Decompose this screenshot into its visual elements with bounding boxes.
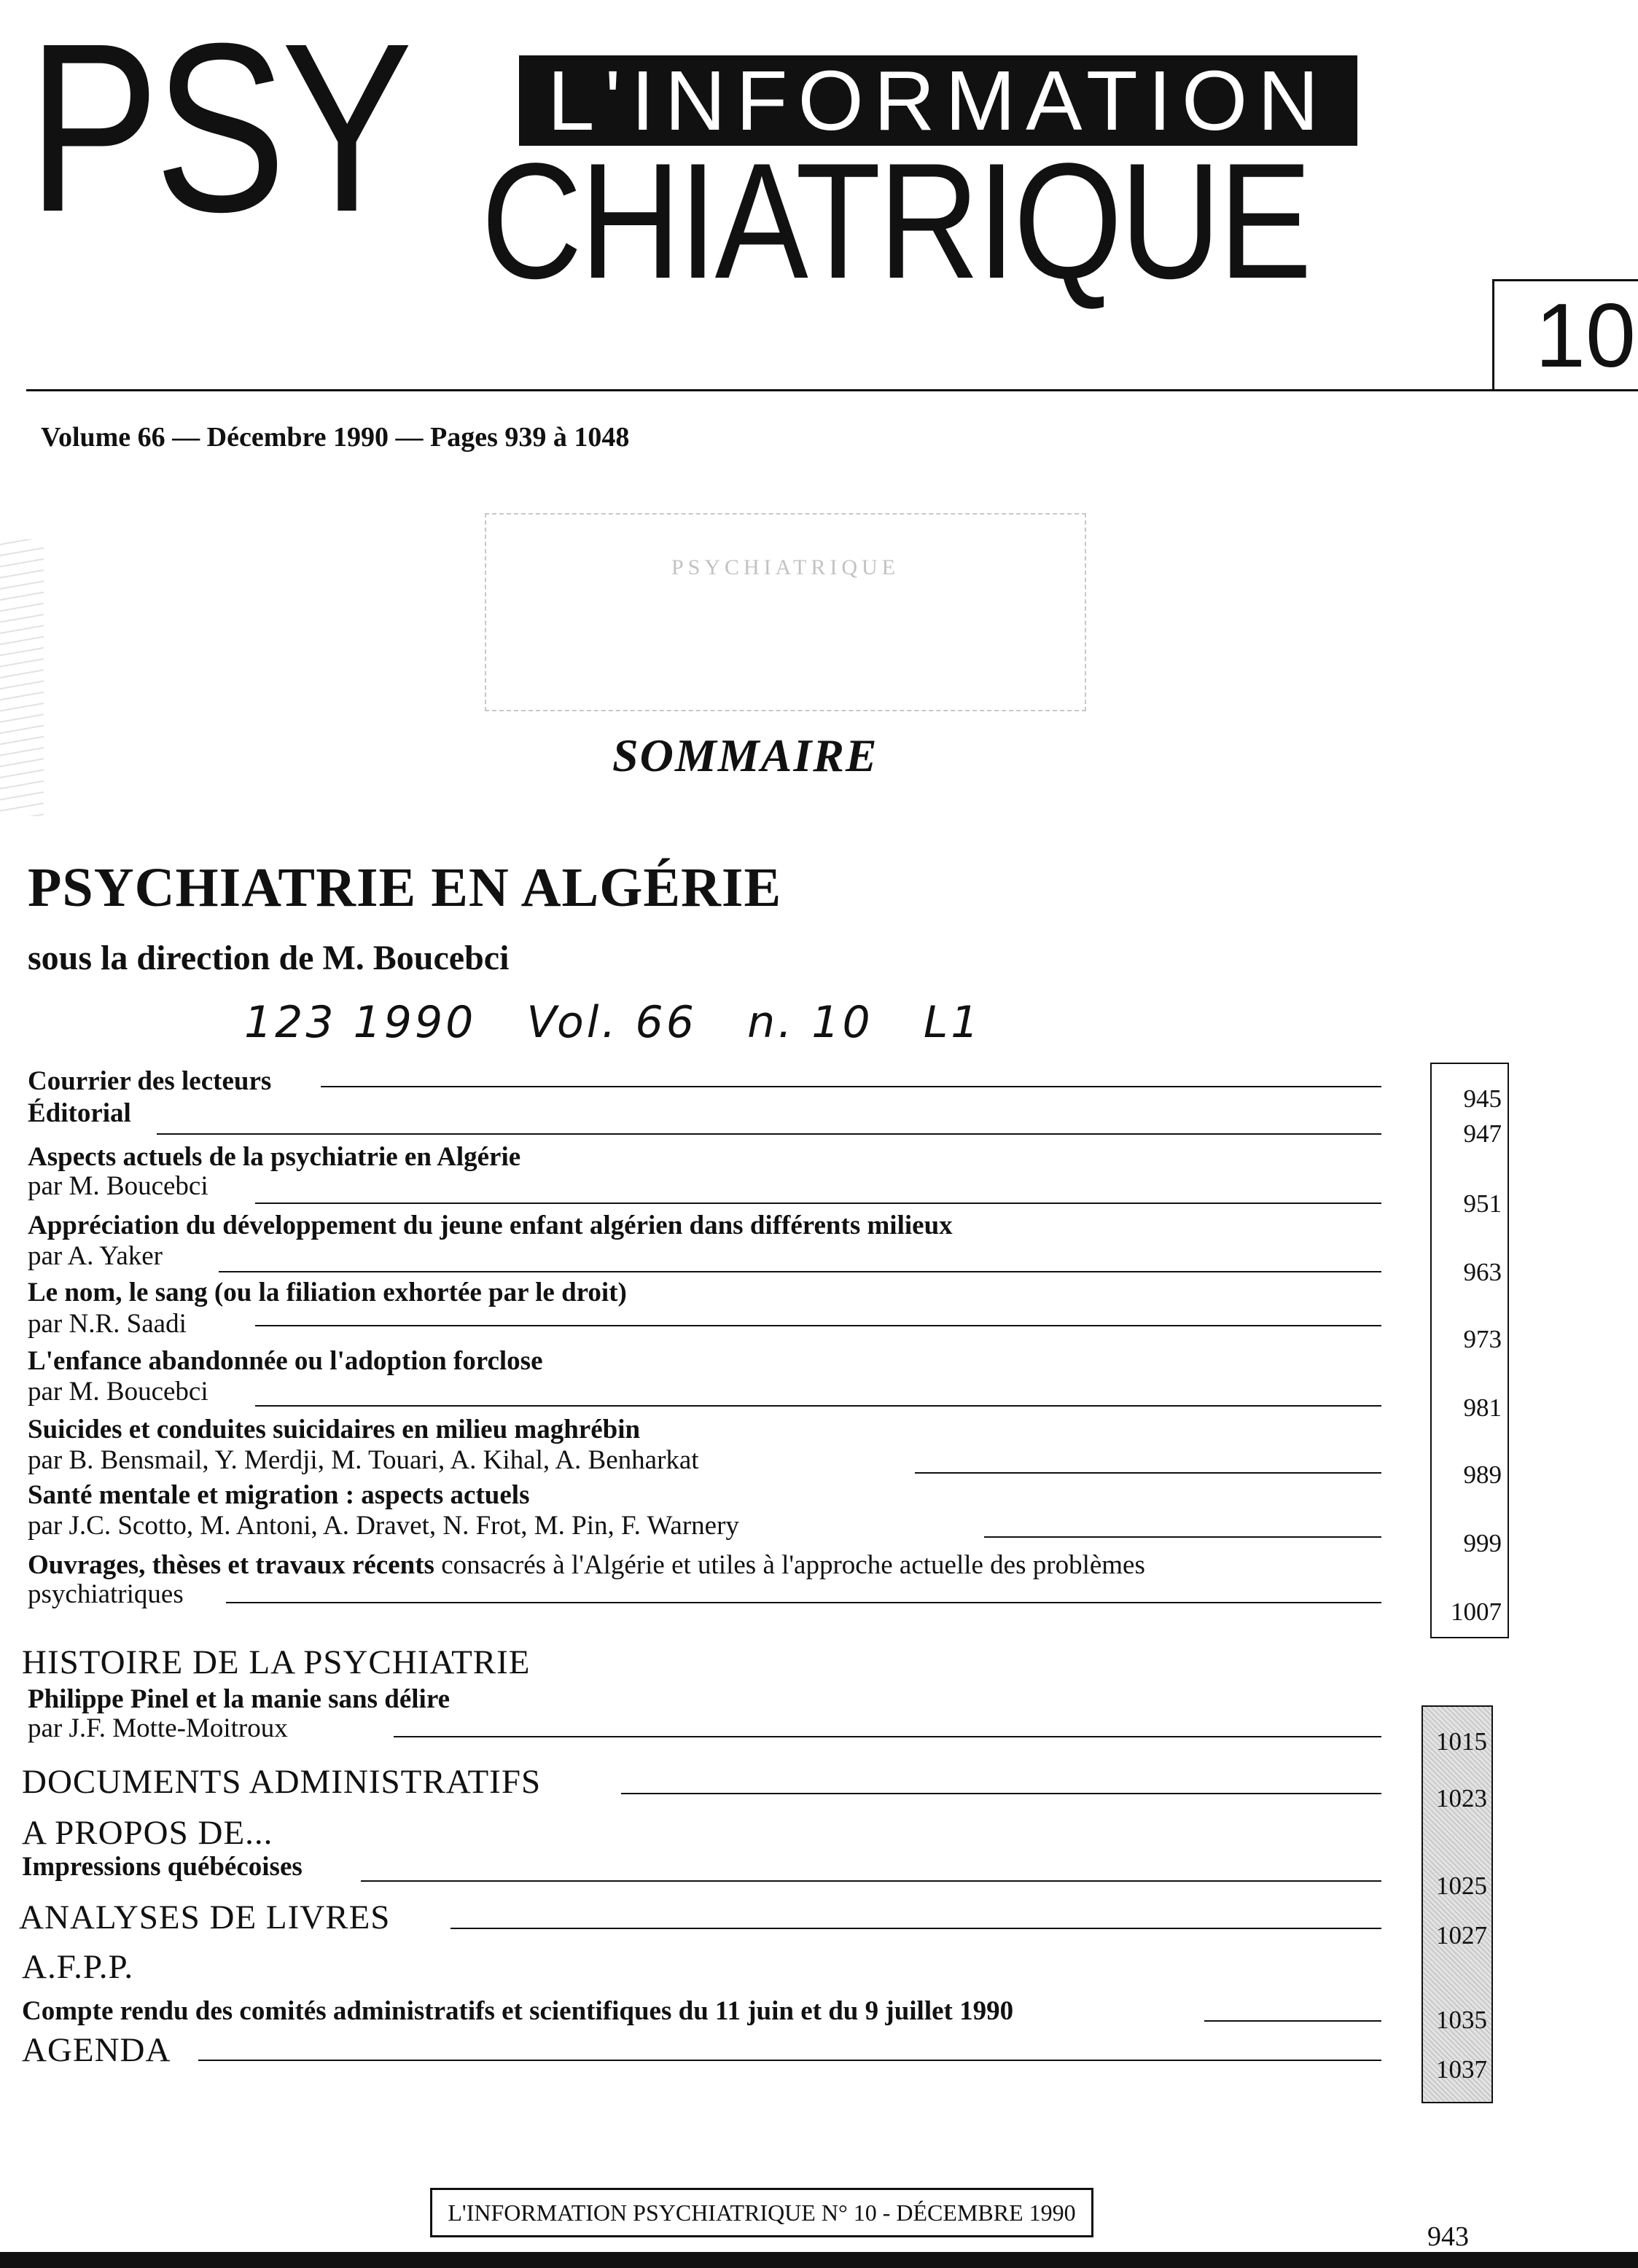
masthead-chiatrique: CHIATRIQUE <box>481 128 1310 313</box>
toc-apropos-heading[interactable]: A PROPOS DE... <box>22 1814 273 1852</box>
leader-line <box>157 1133 1381 1135</box>
toc-aspects-author: par M. Boucebci <box>28 1171 208 1201</box>
library-stamp <box>485 513 1086 711</box>
leader-line <box>321 1086 1381 1087</box>
scan-speckle <box>0 539 44 816</box>
masthead-information-band: L'INFORMATION <box>519 55 1357 146</box>
leader-line <box>984 1536 1381 1538</box>
toc-suicides-title[interactable]: Suicides et conduites suicidaires en milieu maghrébin <box>28 1415 641 1444</box>
sommaire-heading: SOMMAIRE <box>612 730 878 781</box>
page-number: 1015 <box>1436 1727 1487 1756</box>
stamp-text: PSYCHIATRIQUE <box>671 555 900 579</box>
page-number: 1027 <box>1436 1921 1487 1950</box>
toc-histoire-heading[interactable]: HISTOIRE DE LA PSYCHIATRIE <box>22 1643 531 1681</box>
page-number: 989 <box>1463 1460 1502 1489</box>
leader-line <box>394 1736 1381 1737</box>
leader-line <box>255 1405 1381 1407</box>
page-number: 999 <box>1463 1529 1502 1557</box>
toc-appreciation-title[interactable]: Appréciation du développement du jeune enfant algérien dans différents milieux <box>28 1211 953 1240</box>
toc-nom-author: par N.R. Saadi <box>28 1309 187 1339</box>
toc-enfance-title[interactable]: L'enfance abandonnée ou l'adoption forclose <box>28 1346 543 1376</box>
toc-appreciation-author: par A. Yaker <box>28 1241 163 1271</box>
footer-journal-line: L'INFORMATION PSYCHIATRIQUE N° 10 - DÉCEMBRE 1990 <box>430 2188 1093 2237</box>
toc-sante-authors: par J.C. Scotto, M. Antoni, A. Dravet, N. Frot, M. Pin, F. Warnery <box>28 1511 739 1541</box>
toc-ouvrages-title[interactable] <box>28 1549 1145 1581</box>
page-number: 951 <box>1463 1189 1502 1218</box>
toc-ouvrages-rest: consacrés à l'Algérie et utiles à l'approche actuelle des problèmes <box>434 1550 1145 1580</box>
toc-pinel-author: par J.F. Motte-Moitroux <box>28 1713 288 1743</box>
toc-afpp-heading[interactable]: A.F.P.P. <box>22 1948 134 1986</box>
bottom-scan-edge <box>0 2252 1638 2268</box>
toc-ouvrages-line2: psychiatriques <box>28 1579 184 1609</box>
masthead-rule <box>26 389 1638 391</box>
page-number: 973 <box>1463 1325 1502 1353</box>
section-title: PSYCHIATRIE EN ALGÉRIE <box>28 857 782 918</box>
toc-suicides-authors: par B. Bensmail, Y. Merdji, M. Touari, A. Kihal, A. Benharkat <box>28 1445 699 1475</box>
page-folio: 943 <box>1427 2221 1469 2252</box>
leader-line <box>226 1602 1381 1603</box>
toc-compte-rendu[interactable]: Compte rendu des comités administratifs et scientifiques du 11 juin et du 9 juillet 1990 <box>22 1996 1014 2026</box>
page-number: 981 <box>1463 1393 1502 1422</box>
leader-line <box>255 1203 1381 1204</box>
issue-number-box: 10 <box>1492 279 1638 390</box>
leader-line <box>915 1472 1381 1474</box>
leader-line <box>451 1928 1381 1929</box>
leader-line <box>255 1325 1381 1326</box>
page-number: 1025 <box>1436 1872 1487 1900</box>
page-numbers-box-shaded <box>1421 1705 1493 2103</box>
toc-ouvrages-bold: Ouvrages, thèses et travaux récents <box>28 1550 434 1580</box>
leader-line <box>198 2060 1381 2061</box>
leader-line <box>621 1793 1381 1794</box>
page-number: 945 <box>1463 1084 1502 1113</box>
toc-agenda-heading[interactable]: AGENDA <box>22 2031 171 2069</box>
toc-enfance-author: par M. Boucebci <box>28 1377 208 1407</box>
toc-analyses-heading[interactable]: ANALYSES DE LIVRES <box>19 1899 391 1936</box>
toc-impressions[interactable]: Impressions québécoises <box>22 1852 303 1882</box>
handwritten-note: 123 1990 Vol. 66 n. 10 L1 <box>244 997 982 1048</box>
volume-line: Volume 66 — Décembre 1990 — Pages 939 à 1048 <box>41 422 630 453</box>
page-number: 947 <box>1463 1119 1502 1148</box>
page-number: 1037 <box>1436 2055 1487 2084</box>
page-number: 1007 <box>1451 1598 1502 1626</box>
leader-line <box>361 1880 1381 1882</box>
toc-editorial[interactable]: Éditorial <box>28 1098 131 1128</box>
masthead-psy: PSY <box>28 0 408 262</box>
toc-nom-title[interactable]: Le nom, le sang (ou la filiation exhortée par le droit) <box>28 1278 627 1307</box>
toc-courrier[interactable]: Courrier des lecteurs <box>28 1066 272 1096</box>
page-number: 1023 <box>1436 1784 1487 1813</box>
toc-aspects-title[interactable]: Aspects actuels de la psychiatrie en Algérie <box>28 1142 521 1172</box>
page-number: 1035 <box>1436 2006 1487 2034</box>
toc-documents-heading[interactable]: DOCUMENTS ADMINISTRATIFS <box>22 1763 542 1801</box>
leader-line <box>219 1271 1381 1272</box>
section-direction: sous la direction de M. Boucebci <box>28 939 510 977</box>
toc-sante-title[interactable]: Santé mentale et migration : aspects actuels <box>28 1480 530 1510</box>
leader-line <box>1204 2020 1381 2022</box>
toc-pinel-title[interactable]: Philippe Pinel et la manie sans délire <box>28 1684 450 1714</box>
page-number: 963 <box>1463 1258 1502 1286</box>
